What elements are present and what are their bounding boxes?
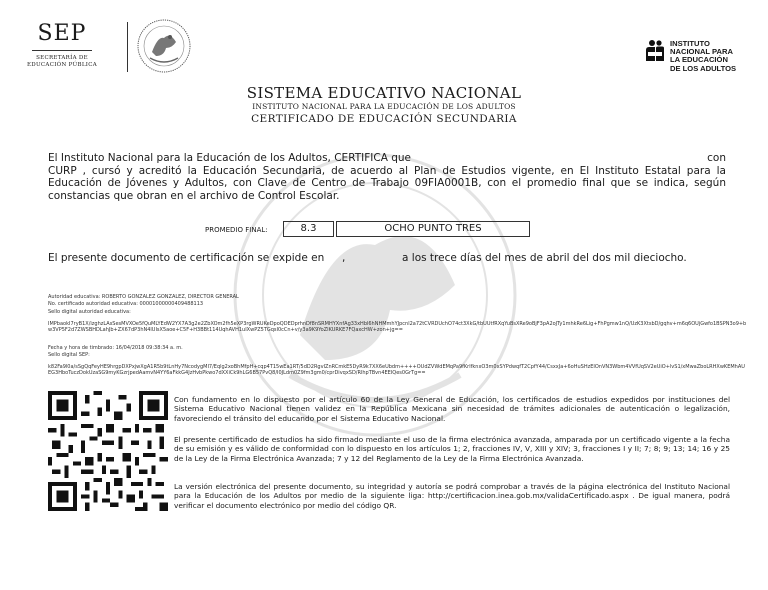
document-title: SISTEMA EDUCATIVO NACIONAL <box>246 84 522 102</box>
expide-text: El presente documento de certificación se expide en <box>48 252 325 264</box>
sello-sep-value: k82Fa9l0a/sSgQqFeyHE9hrgpDXPxjwXgA1R5b9tLnHy7NcodygMI7/Eqlg2xoBhMfpH+cqp4T15wEa1RT/5dD2RgvIZnRCmkE5DyR9k7XX6eUbdm++++OUdZVWdEMqPa9fKrlfknxO3m0xSYPdwqfT2CpfY44/CsxxJa+6oHuSHzEIOnVN3Wbm4VVfUqSV2eUiO+lvS1/xMwaZboLRHXwKEMhAUEG3HboTuczDokUzaSG9myKGzrjpedAamvN4YY6aFkkG4JzHvbPkwo7dXXiCk9hLG6B57PvQ8/I0JLdm0Z9fm3gm0/cprDivqxSD/RlhpTBvn4EEIQes0GrTg== <box>48 364 745 376</box>
expide-date: a los trece días del mes de abril del dos mil dieciocho. <box>402 252 687 264</box>
sello-sep-label: Sello digital SEP: <box>48 352 90 358</box>
sep-rule <box>32 50 92 51</box>
inea-line: LA EDUCACIÓN <box>670 55 728 65</box>
intro-line1-right: con <box>707 152 726 164</box>
inea-line: NACIONAL PARA <box>670 47 734 57</box>
intro-line1-left: El Instituto Nacional para la Educación de los Adultos, CERTIFICA que <box>48 152 411 164</box>
sello-autoridad-label: Sello digital autoridad educativa: <box>48 309 131 315</box>
inea-logo-icon <box>643 38 667 62</box>
autoridad-educativa: Autoridad educativa: ROBERTO GONZALEZ GONZALEZ, DIRECTOR GENERAL <box>48 294 239 300</box>
legal-paragraph-1: Con fundamento en lo dispuesto por el artículo 60 de la Ley General de Educación, los certificados de estudios expedidos por instituciones del Sistema Educativo Nacional tienen validez en la República Mexicana sin necesidad de trámites adicionales de autenticación o legalización, favoreciendo el tránsito del educando por el Sistema Educativo Nacional. <box>174 395 730 423</box>
sep-wordmark: SEP <box>37 21 87 46</box>
sello-autoridad-value: IMPbaokI7ryB1X/izghzLAsSesMVXOe5fQuMLYEdW2YX7A3g2e2ZbXOm2fh5eXP3rgWRUKeDpoQDEDprhnDf8nSRMHYXnfAg33xHbl6hNHMmhYJpcnl2a72tCVRDUchO74ct3XkG/tbUUtfRXqYuBsXRe9oBjF3pA2oJTy1mhkRe6Lig+FhPgmw1nQ/UzK3XtsbD/gqhv+m6q6OUjGwfo1BSPN3o9+bw3VP5F2d7ZWSBHDLahJb+ZX67dP3hN4lUIsX5aoe+C5F+H3BBt114UqhAVH1uIXwPZ5TGqsI0cCn+v/y3a9K9YoZIKURKE7FQaxcHW+zon+jg== <box>48 321 747 333</box>
inea-line: INSTITUTO <box>670 39 710 48</box>
certification-paragraph <box>48 152 726 202</box>
inea-line: DE LOS ADULTOS <box>670 63 737 73</box>
promedio-value: 8.3 <box>283 221 334 237</box>
fecha-timbrado: Fecha y hora de timbrado: 16/04/2018 09:38:34 a. m. <box>48 345 183 351</box>
header-divider <box>127 22 128 72</box>
intro-rest: CURP , cursó y acreditó la Educación Secundaria, de acuerdo al Plan de Estudios vigente, en El Instituto Estatal para la Educación de Jóvenes y Adultos, con Clave de Centro de Trabajo 09FIA0001B, con el promedio final que se indica, según constancias que obran en el archivo de Control Escolar. <box>48 164 726 202</box>
promedio-words: OCHO PUNTO TRES <box>336 221 530 237</box>
promedio-label: PROMEDIO FINAL: <box>205 226 268 234</box>
certificate-title: CERTIFICADO DE EDUCACIÓN SECUNDARIA <box>251 113 517 125</box>
legal-paragraph-3: La versión electrónica del presente documento, su integridad y autoría se podrá comprobar a través de la página electrónica del Instituto Nacional para la Educación de los Adultos por medio de la siguiente liga: http://certificacion.inea.gob.mx/validaCertificado.aspx . De igual manera, podrá verificar el documento electrónico por medio del código QR. <box>174 482 730 510</box>
inea-wordmark <box>670 40 768 73</box>
national-seal-icon <box>136 18 192 74</box>
sep-subtitle-1: SECRETARÍA DE <box>36 55 88 61</box>
sep-logo <box>22 22 102 69</box>
certificado-autoridad: No. certificado autoridad educativa: 00001000000409488113 <box>48 301 204 307</box>
expide-comma: , <box>342 252 346 264</box>
sep-subtitle-2: EDUCACIÓN PÚBLICA <box>26 62 98 68</box>
qr-code-icon <box>48 391 168 511</box>
institution-subtitle: INSTITUTO NACIONAL PARA LA EDUCACIÓN DE LOS ADULTOS <box>252 102 516 111</box>
legal-paragraph-2: El presente certificado de estudios ha sido firmado mediante el uso de la firma electrónica avanzada, amparada por un certificado vigente a la fecha de su emisión y es válido de conformidad con lo dispuesto en los artículos 1; 2, fracciones IV, V, XIII y XIV; 3, fracciones I y II; 7; 8; 9; 13; 14; 16 y 25 de la Ley de la Firma Electrónica Avanzada; 7 y 12 del Reglamento de la Ley de la Firma Electrónica Avanzada. <box>174 435 730 463</box>
